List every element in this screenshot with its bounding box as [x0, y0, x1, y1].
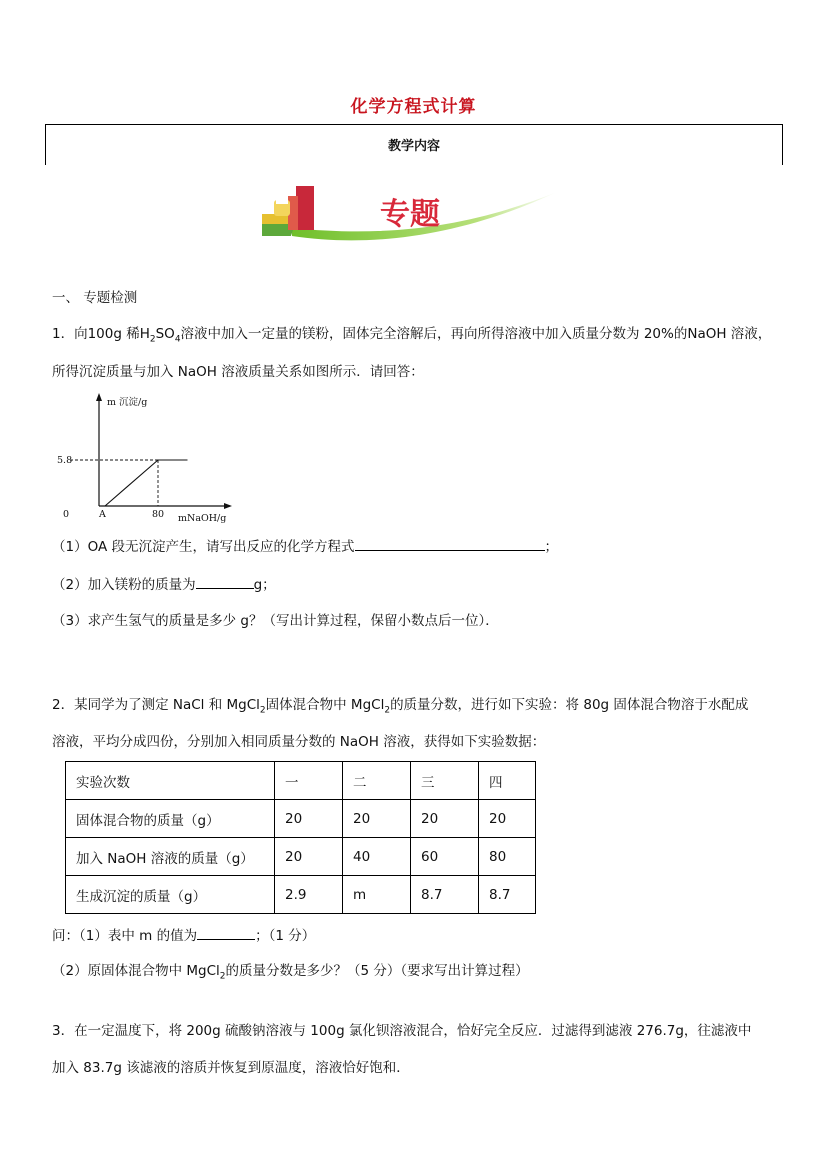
table-cell: 80: [479, 838, 536, 876]
answer-blank-mg-mass[interactable]: [196, 574, 254, 589]
section-heading: 一、 专题检测: [52, 290, 138, 306]
question-1-part-3: （3）求产生氢气的质量是多少 g？（写出计算过程，保留小数点后一位）．: [52, 613, 499, 629]
table-header-cell: 实验次数: [66, 762, 275, 800]
y-tick-label: 5.8: [57, 455, 73, 466]
banner-text: 专题: [380, 197, 440, 232]
table-cell: 加入 NaOH 溶液的质量（g）: [66, 838, 275, 876]
table-cell: 40: [343, 838, 411, 876]
precipitate-chart: [52, 390, 242, 525]
question-1-line-1: 1．向100g 稀$H_2SO_4$溶液中加入一定量的镁粉，固体完全溶解后，再向所得溶液中加入质量分数为 20%的NaOH 溶液，: [52, 326, 772, 345]
teaching-content-box: [45, 124, 783, 165]
question-2-line-1: 2．某同学为了测定 NaCl 和 MgCl$_2$固体混合物中 MgCl$_2$的质量分数，进行如下实验：将 80g 固体混合物溶于水配成: [52, 697, 749, 716]
x-axis-label: mNaOH/g: [178, 513, 227, 524]
origin-label: 0: [63, 509, 70, 520]
x-tick-label: 80: [152, 509, 165, 520]
table-header-cell: 一: [275, 762, 343, 800]
question-3-line-1: 3．在一定温度下，将 200g 硫酸钠溶液与 100g 氯化钡溶液混合，恰好完全反应．过滤得到滤液 276.7g，往滤液中: [52, 1023, 752, 1039]
table-cell: 2.9: [275, 876, 343, 914]
experiment-data-table: [65, 761, 536, 914]
question-1-line-2: 所得沉淀质量与加入 NaOH 溶液质量关系如图所示．请回答：: [52, 364, 424, 380]
y-axis-label: m 沉淀/g: [107, 397, 148, 408]
table-cell: 8.7: [411, 876, 479, 914]
answer-blank-equation[interactable]: [355, 536, 545, 551]
table-header-cell: 四: [479, 762, 536, 800]
table-row: [66, 800, 536, 838]
table-cell: 8.7: [479, 876, 536, 914]
table-cell: 20: [343, 800, 411, 838]
x-axis-arrow: [224, 503, 232, 509]
question-1-part-1: （1）OA 段无沉淀产生，请写出反应的化学方程式 ；: [52, 536, 558, 557]
table-cell: 生成沉淀的质量（g）: [66, 876, 275, 914]
answer-blank-m-value[interactable]: [197, 925, 255, 940]
y-axis-arrow: [96, 393, 102, 401]
table-header-row: [66, 762, 536, 800]
table-header-cell: 二: [343, 762, 411, 800]
teaching-content-label: 教学内容: [387, 139, 440, 154]
books-icon: [262, 186, 314, 236]
table-cell: 20: [275, 838, 343, 876]
document-title: 化学方程式计算: [350, 97, 477, 117]
question-2-line-2: 溶液，平均分成四份，分别加入相同质量分数的 NaOH 溶液，获得如下实验数据：: [52, 734, 546, 750]
table-cell: 60: [411, 838, 479, 876]
point-a-label: A: [99, 509, 106, 520]
table-header-cell: 三: [411, 762, 479, 800]
table-cell: m: [343, 876, 411, 914]
question-1-part-2: （2）加入镁粉的质量为 g；: [52, 574, 276, 595]
precipitate-series-line: [105, 460, 188, 506]
table-cell: 20: [479, 800, 536, 838]
table-cell: 20: [275, 800, 343, 838]
table-cell: 固体混合物的质量（g）: [66, 800, 275, 838]
table-cell: 20: [411, 800, 479, 838]
table-row: [66, 838, 536, 876]
topic-banner: [262, 178, 562, 250]
question-3-line-2: 加入 83.7g 该滤液的溶质并恢复到原温度，溶液恰好饱和．: [52, 1060, 410, 1076]
question-2-ask-2: （2）原固体混合物中 MgCl$_2$的质量分数是多少？（5 分）（要求写出计算过程）: [52, 963, 529, 982]
question-2-ask-1: 问：（1）表中 m 的值为 ；（1 分）: [52, 925, 315, 946]
table-row: [66, 876, 536, 914]
